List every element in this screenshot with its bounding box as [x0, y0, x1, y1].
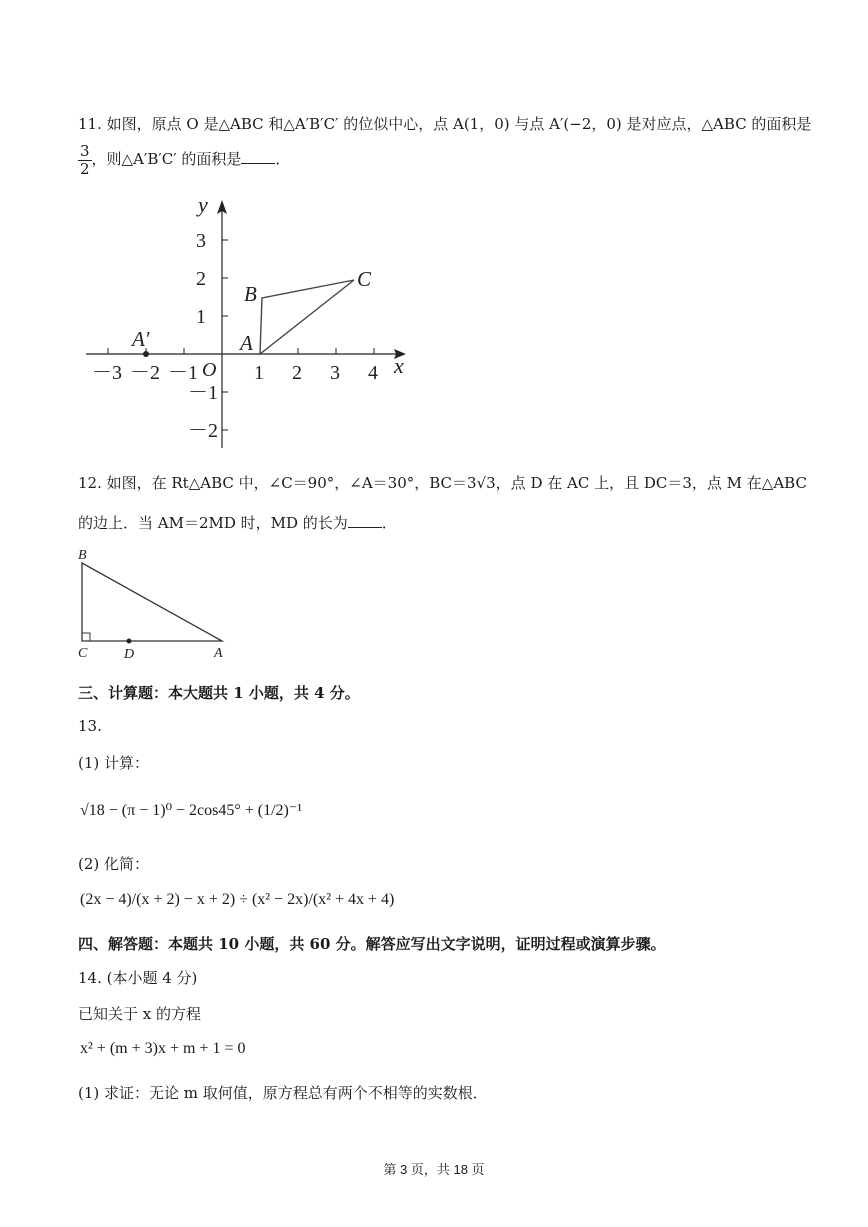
- coordinate-graph: [80, 190, 420, 452]
- x-tick-label: 1: [254, 362, 264, 384]
- q12-line2-text: 的边上．当 AM＝2MD 时，MD 的长为: [78, 514, 348, 532]
- point-c-label: C: [357, 267, 372, 291]
- q13-part2: (2) 化简：: [78, 855, 150, 873]
- x-tick-label: 3: [330, 362, 340, 384]
- x-tick-label: 4: [368, 362, 378, 384]
- right-angle-mark: [82, 633, 90, 641]
- q12-line1: 12. 如图，在 Rt△ABC 中，∠C＝90°，∠A＝30°，BC＝3√3，点 D 在 AC 上，且 DC＝3，点 M 在△ABC: [78, 474, 807, 492]
- section-4-title: 四、解答题：本题共 10 小题，共 60 分。解答应写出文字说明，证明过程或演算步骤。: [78, 935, 666, 953]
- x-axis-label: x: [394, 353, 404, 378]
- fraction-denominator: 2: [80, 159, 90, 178]
- right-triangle-figure: [72, 545, 232, 663]
- q12-line2: [78, 512, 397, 533]
- vertex-a-label: A: [214, 646, 223, 661]
- q14-number: 14. (本小题 4 分): [78, 969, 198, 987]
- q13-expression1: √18 − (π − 1)⁰ − 2cos45° + (1/2)⁻¹: [80, 802, 303, 819]
- q13-number: 13.: [78, 717, 102, 735]
- x-tick-label: －1: [168, 362, 198, 384]
- y-axis-label: y: [198, 192, 208, 217]
- y-tick-label: －1: [188, 382, 218, 404]
- point-b-label: B: [244, 282, 257, 306]
- q13-expression2: (2x − 4)/(x + 2) − x + 2) ÷ (x² − 2x)/(x² + 4x + 4): [80, 891, 395, 908]
- fraction-three-halves: [78, 143, 92, 177]
- y-tick-label: 1: [196, 306, 206, 328]
- y-tick-label: －2: [188, 420, 218, 442]
- q14-intro: 已知关于 x 的方程: [78, 1005, 201, 1023]
- q14-part1: (1) 求证：无论 m 取何值，原方程总有两个不相等的实数根．: [78, 1084, 488, 1102]
- point-a-label: A: [240, 331, 253, 355]
- answer-blank: [348, 513, 382, 528]
- y-tick-label: 2: [196, 268, 206, 290]
- vertex-c-label: C: [78, 646, 88, 661]
- q11-line2: [78, 143, 290, 177]
- q11-line1: 11. 如图，原点 O 是△ABC 和△A′B′C′ 的位似中心，点 A(1，0) 与点 A′(−2，0) 是对应点，△ABC 的面积是: [78, 115, 812, 133]
- x-tick-label: －2: [130, 362, 160, 384]
- q11-end: ．: [275, 150, 291, 168]
- q13-part1: (1) 计算：: [78, 754, 150, 772]
- x-tick-label: 2: [292, 362, 302, 384]
- q14-equation: x² + (m + 3)x + m + 1 = 0: [80, 1040, 246, 1057]
- fraction-numerator: 3: [80, 142, 90, 160]
- q12-end: ．: [381, 514, 397, 532]
- triangle-bca: [82, 563, 222, 641]
- section-3-title: 三、计算题：本大题共 1 小题，共 4 分。: [78, 684, 360, 702]
- answer-blank: [241, 149, 275, 164]
- point-d-label: D: [124, 647, 135, 662]
- vertex-b-label: B: [78, 548, 87, 563]
- page-footer: 第 3 页，共 18 页: [383, 1162, 485, 1177]
- triangle-abc: [260, 280, 354, 354]
- origin-label: O: [202, 359, 217, 381]
- q11-line2-text: ，则△A′B′C′ 的面积是: [91, 150, 242, 168]
- point-d-dot: [127, 639, 132, 644]
- point-a-prime-label: A′: [132, 327, 150, 351]
- x-tick-label: －3: [92, 362, 122, 384]
- point-a-prime-dot: [143, 351, 149, 357]
- y-tick-label: 3: [196, 230, 206, 252]
